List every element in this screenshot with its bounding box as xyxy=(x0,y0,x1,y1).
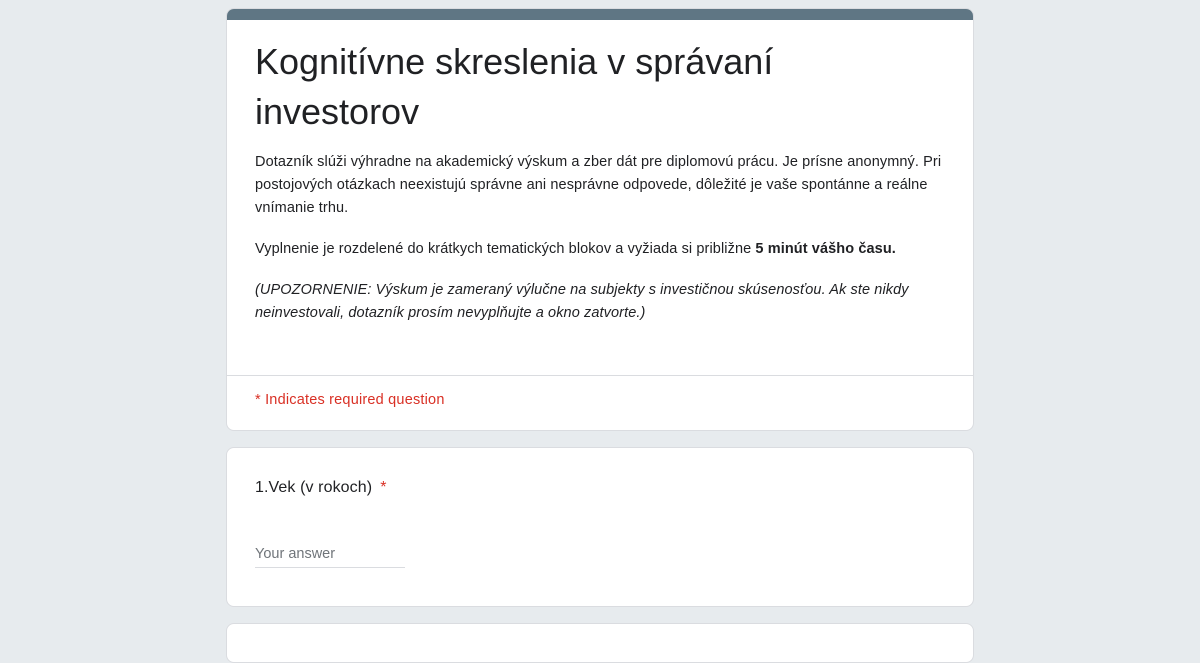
form-header-card xyxy=(226,8,974,431)
description-warning-note: (UPOZORNENIE: Výskum je zameraný výlučne na subjekty s investičnou skúsenosťou. Ak ste nikdy neinvestovali, dotazník prosím nevyplňujte a okno zatvorte.) xyxy=(255,282,909,321)
required-question-note: * Indicates required question xyxy=(255,392,445,408)
question-title xyxy=(255,479,387,497)
age-answer-input[interactable] xyxy=(255,544,405,568)
description-paragraph-1: Dotazník slúži výhradne na akademický výskum a zber dát pre diplomovú prácu. Je prísne anonymný. Pri postojových otázkach neexistujú správne ani nesprávne odpovede, dôležité je vaše spontánne a reálne vnímanie trhu. xyxy=(255,154,942,216)
question-card-age xyxy=(226,447,974,607)
form-title: Kognitívne skreslenia v správaní investorov xyxy=(255,41,774,132)
question-title-text: 1.Vek (v rokoch) xyxy=(255,479,373,496)
description-duration-bold: 5 minút vášho času. xyxy=(755,241,896,257)
description-duration-prefix: Vyplnenie je rozdelené do krátkych tematických blokov a vyžiada si približne xyxy=(255,241,756,257)
header-accent-band xyxy=(227,9,973,20)
required-asterisk: * xyxy=(380,479,387,496)
form-description xyxy=(255,151,945,325)
header-body xyxy=(227,20,973,325)
next-question-card xyxy=(226,623,974,663)
header-divider xyxy=(227,375,973,376)
description-paragraph-2 xyxy=(255,238,945,261)
